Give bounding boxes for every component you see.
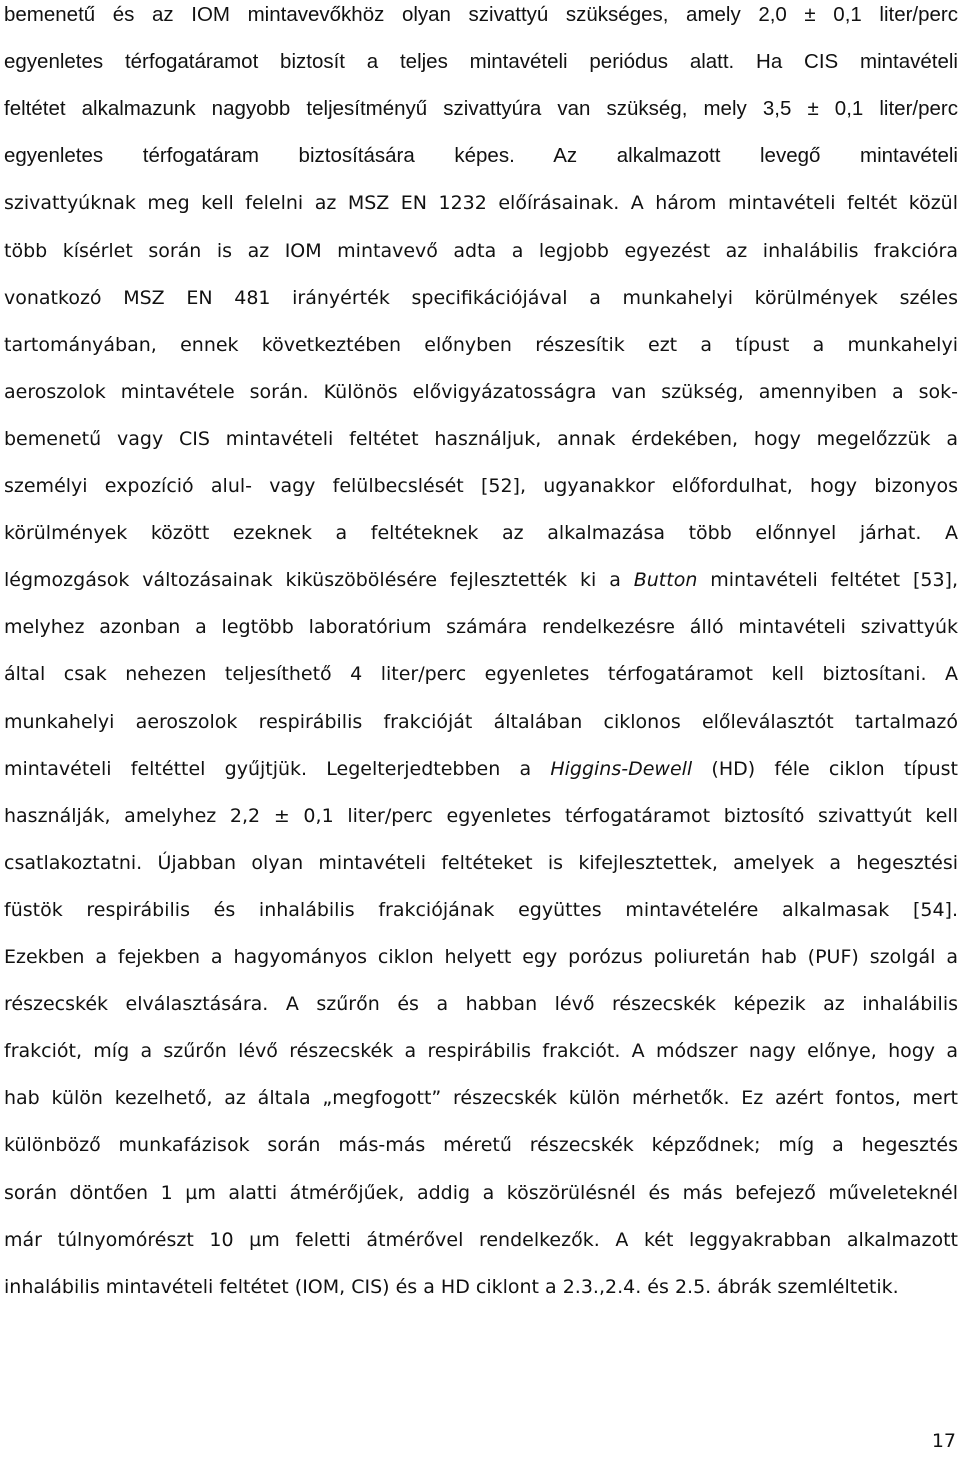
- text-line: [4, 236, 958, 266]
- text-segment: mintavételi feltétet [53],: [697, 569, 958, 592]
- text-line: [4, 848, 958, 878]
- text-segment: használják, amelyhez 2,2 ± 0,1 liter/perc egyenletes térfogatáramot biztosító szivattyút kell: [4, 804, 958, 827]
- text-line: [4, 283, 958, 313]
- text-line: [4, 801, 958, 831]
- text-segment: vonatkozó MSZ EN 481 irányérték specifikációjával a munkahelyi körülmények széles: [4, 286, 958, 309]
- text-line: [4, 47, 958, 77]
- text-line: [4, 188, 958, 218]
- text-segment: légmozgások változásainak kiküszöbölésére fejlesztették ki a: [4, 569, 634, 592]
- text-line: [4, 1130, 958, 1160]
- text-segment: személyi expozíció alul- vagy felülbecslését [52], ugyanakkor előfordulhat, hogy bizonyos: [4, 475, 958, 497]
- text-segment: tartományában, ennek következtében előnyben részesítik ezt a típust a munkahelyi: [4, 333, 958, 356]
- text-line: [4, 1036, 958, 1066]
- text-segment: füstök respirábilis és inhalábilis frakciójának együttes mintavételére alkalmasak [54].: [4, 898, 958, 921]
- text-segment: bemenetű vagy CIS mintavételi feltétet használjuk, annak érdekében, hogy megelőzzük a: [4, 427, 958, 450]
- text-line: [4, 707, 958, 737]
- text-segment: körülmények között ezeknek a feltéteknek az alkalmazása több előnnyel járhat. A: [4, 522, 958, 545]
- text-segment: (HD) féle ciklon típust: [692, 757, 958, 780]
- text-segment: melyhez azonban a legtöbb laboratórium számára rendelkezésre álló mintavételi szivattyúk: [4, 616, 958, 639]
- text-segment: szivattyúknak meg kell felelni az MSZ EN 1232 előírásainak. A három mintavételi feltét közül: [4, 192, 958, 215]
- text-segment: részecskék elválasztására. A szűrőn és a habban lévő részecskék képezik az inhalábilis: [4, 993, 958, 1016]
- text-segment: Ezekben a fejekben a hagyományos ciklon helyett egy porózus poliuretán hab (PUF) szolgál a: [4, 946, 958, 968]
- text-line: [4, 1083, 958, 1113]
- text-line: [4, 94, 958, 124]
- text-segment: hab külön kezelhető, az általa „megfogott” részecskék külön mérhetők. Ez azért fontos, mert: [4, 1087, 958, 1110]
- text-segment: által csak nehezen teljesíthető 4 liter/perc egyenletes térfogatáramot kell biztosítani. A: [4, 663, 958, 686]
- text-segment: során döntően 1 µm alatti átmérőjűek, addig a köszörülésnél és más befejező műveleteknél: [4, 1181, 958, 1204]
- text-segment: különböző munkafázisok során más-más méretű részecskék képződnek; míg a hegesztés: [4, 1134, 958, 1157]
- text-line: [4, 942, 958, 972]
- italic-term: Button: [633, 569, 698, 592]
- text-segment: egyenletes térfogatáram biztosítására képes. Az alkalmazott levegő mintavételi: [4, 144, 958, 168]
- text-line: [4, 1272, 958, 1302]
- text-segment: frakciót, míg a szűrőn lévő részecskék a respirábilis frakciót. A módszer nagy előnye, hogy a: [4, 1040, 958, 1063]
- text-line: [4, 565, 958, 595]
- italic-term: Higgins-Dewell: [550, 757, 693, 780]
- text-line: [4, 895, 958, 925]
- text-line: [4, 424, 958, 454]
- text-line: [4, 330, 958, 360]
- text-line: [4, 141, 958, 171]
- text-line: [4, 377, 958, 407]
- text-line: [4, 471, 958, 501]
- text-segment: feltétet alkalmazunk nagyobb teljesítményű szivattyúra van szükség, mely 3,5 ± 0,1 liter/perc: [4, 97, 958, 121]
- text-line: [4, 0, 958, 30]
- page-number: 17: [931, 1430, 956, 1452]
- text-segment: inhalábilis mintavételi feltétet (IOM, CIS) és a HD ciklont a 2.3.,2.4. és 2.5. ábrák szemléltetik.: [4, 1275, 899, 1298]
- text-segment: egyenletes térfogatáramot biztosít a teljes mintavételi periódus alatt. Ha CIS mintavételi: [4, 50, 958, 74]
- text-line: [4, 1225, 958, 1255]
- text-segment: bemenetű és az IOM mintavevőkhöz olyan szivattyú szükséges, amely 2,0 ± 0,1 liter/perc: [4, 3, 958, 26]
- text-segment: több kísérlet során is az IOM mintavevő adta a legjobb egyezést az inhalábilis frakcióra: [4, 239, 958, 262]
- text-segment: aeroszolok mintavétele során. Különös elővigyázatosságra van szükség, amennyiben a sok-: [4, 380, 958, 403]
- text-line: [4, 1178, 958, 1208]
- text-line: [4, 612, 958, 642]
- text-segment: már túlnyomórészt 10 µm feletti átmérővel rendelkezők. A két leggyakrabban alkalmazott: [4, 1228, 958, 1251]
- text-line: [4, 518, 958, 548]
- text-segment: mintavételi feltéttel gyűjtjük. Legelterjedtebben a: [4, 757, 551, 780]
- text-segment: csatlakoztatni. Újabban olyan mintavételi feltéteket is kifejlesztettek, amelyek a hegesztési: [4, 851, 958, 874]
- text-line: [4, 754, 958, 784]
- text-line: [4, 989, 958, 1019]
- text-line: [4, 659, 958, 689]
- text-segment: munkahelyi aeroszolok respirábilis frakcióját általában ciklonos előleválasztót tartalmazó: [4, 710, 958, 733]
